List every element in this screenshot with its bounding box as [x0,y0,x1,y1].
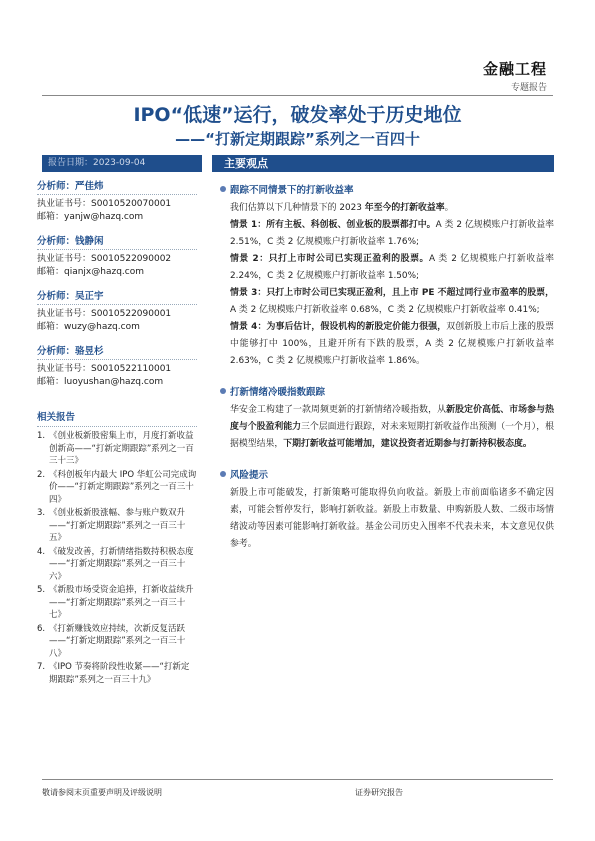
paragraph [220,251,554,285]
paragraph: 新股上市可能破发，打新策略可能取得负向收益。新股上市前面临诸多不确定因素，可能会暂停发行，影响打新收益。新股上市数量、申购新股人数、二级市场情绪波动等因素可能影响打新收益。基金公司历史入围率不代表未来，本文意见仅供参考。 [230,488,554,549]
related-report-item[interactable] [37,623,197,661]
bold-text: 情景 2：只打上市时公司已实现正盈利的股票。 [230,254,429,264]
analyst-block [37,343,197,389]
analyst-cert: 执业证书号：S0010522110001 [37,364,172,374]
text: 双创新股上市后上涨的股票中能够打中 100%，且避开所有下跌的股票，A 类 2 亿规模账户打新收益率 2.63%，C 类 2 亿规模账户打新收益率 1.86%。 [230,322,555,366]
analyst-name: 分析师：骆昱杉 [37,343,197,360]
item-number: 3. [37,508,46,518]
report-subtitle: ——“打新定期跟踪”系列之一百四十 [175,130,420,148]
text: A 类 2 亿规模账户打新收益率 2.51%，C 类 2 亿规模账户打新收益率 1.76%; [230,220,555,247]
section-title [220,384,554,398]
item-text: 《新股市场受资金追捧，打新收益续升——“打新定期跟踪”系列之一百三十七》 [49,585,194,620]
item-text: 《打新赚钱效应持续，次新反复活跃——“打新定期跟踪”系列之一百三十八》 [49,623,186,659]
related-report-item[interactable] [37,469,197,507]
bold-text: 情景 4：为事后估计，假设机构的新股定价能力很强， [230,322,447,332]
report-title: IPO“低速”运行，破发率处于历史地位 [133,104,462,126]
section-title [220,182,554,196]
item-text: 《创业板新股密集上市，月度打新收益创新高——“打新定期跟踪”系列之一百三十三》 [49,431,194,466]
brand-title: 金融工程 [482,60,547,78]
item-text: 《IPO 节奏将阶段性收紧——“打新定期跟踪”系列之一百三十九》 [49,662,190,685]
bold-text: 新股定价高低、市场参与热度与个股盈利能力 [230,405,555,432]
paragraph [220,200,554,217]
item-number: 4. [37,546,46,557]
footer-label: 证券研究报告 [355,788,403,797]
section-sentiment-index [220,384,554,453]
analyst-block [37,233,197,279]
section-title-text: 跟踪不同情景下的打新收益率 [230,185,354,196]
text: 。 [444,203,454,213]
section-ipo-returns [220,182,554,370]
related-report-item[interactable] [37,584,197,622]
analyst-name: 分析师：吴正宇 [37,288,197,305]
section-title [220,467,554,481]
bold-text: 年至今的打新收益率 [364,203,445,213]
key-points-header: 主要观点 [212,155,554,172]
bullet-icon [220,471,226,477]
analyst-cert: 执业证书号：S0010520070001 [37,199,172,209]
section-title-text: 风险提示 [230,470,269,481]
sidebar [37,178,197,687]
section-risk [220,467,554,553]
section-title-text: 打新情绪冷暖指数跟踪 [230,387,326,398]
related-report-item[interactable] [37,661,197,686]
bullet-icon [220,186,226,192]
report-date: 报告日期：2023-09-04 [42,155,202,172]
bold-text: 下期打新收益可能增加，建议投资者近期参与打新持积极态度。 [283,439,532,449]
footer-divider [42,779,553,780]
paragraph [220,285,554,319]
footer-disclaimer: 敬请参阅末页重要声明及评级说明 [42,788,162,797]
related-report-item[interactable] [37,546,197,584]
text: 华安金工构建了一款周频更新的打新情绪冷暖指数，从 [230,405,447,415]
item-number: 1. [37,431,46,441]
bullet-icon [220,388,226,394]
related-report-item[interactable] [37,430,197,468]
related-report-item[interactable] [37,507,197,545]
item-number: 7. [37,662,46,672]
header-divider [42,95,553,96]
analyst-name: 分析师：钱静闲 [37,233,197,250]
analyst-name: 分析师：严佳炜 [37,178,197,195]
analyst-cert: 执业证书号：S0010522090002 [37,254,172,264]
bold-text: 情景 3：只打上市时公司已实现正盈利，且上市 PE 不超过同行业市盈率的股票， [230,288,554,298]
text: 我们估算以下几种情景下的 2023 [230,203,365,213]
report-type: 专题报告 [510,83,547,93]
analyst-block [37,288,197,334]
analyst-email[interactable]: 邮箱：yanjw@hazq.com [37,212,144,222]
paragraph [220,402,554,453]
item-text: 《创业板新股涨幅、参与账户数双升——“打新定期跟踪”系列之一百三十五》 [49,508,186,543]
paragraph [220,319,554,370]
item-number: 5. [37,585,46,595]
item-text: 《科创板年内最大 IPO 华虹公司完成询价——“打新定期跟踪”系列之一百三十四》 [49,469,197,505]
text: A 类 2 亿规模账户打新收益率 2.24%，C 类 2 亿规模账户打新收益率 1.50%; [230,254,555,281]
main-content [220,182,554,567]
text: 三个层面进行跟踪，对未来短期打新收益作出预测（一个月），根据模型结果， [230,422,554,449]
analyst-email[interactable]: 邮箱：qianjx@hazq.com [37,267,144,277]
text: A 类 2 亿规模账户打新收益率 0.68%，C 类 2 亿规模账户打新收益率 0.41%; [230,305,540,315]
bold-text: 情景 1：所有主板、科创板、创业板的股票都打中。 [230,220,436,230]
analyst-email[interactable]: 邮箱：wuzy@hazq.com [37,322,140,332]
paragraph [220,217,554,251]
analyst-cert: 执业证书号：S0010522090001 [37,309,172,319]
item-number: 6. [37,623,46,634]
analyst-block [37,178,197,224]
analyst-email[interactable]: 邮箱：luoyushan@hazq.com [37,377,164,387]
item-text: 《破发改善，打新情绪指数持积极态度——“打新定期跟踪”系列之一百三十六》 [49,546,194,582]
related-reports-title: 相关报告 [37,409,197,427]
item-number: 2. [37,469,46,480]
